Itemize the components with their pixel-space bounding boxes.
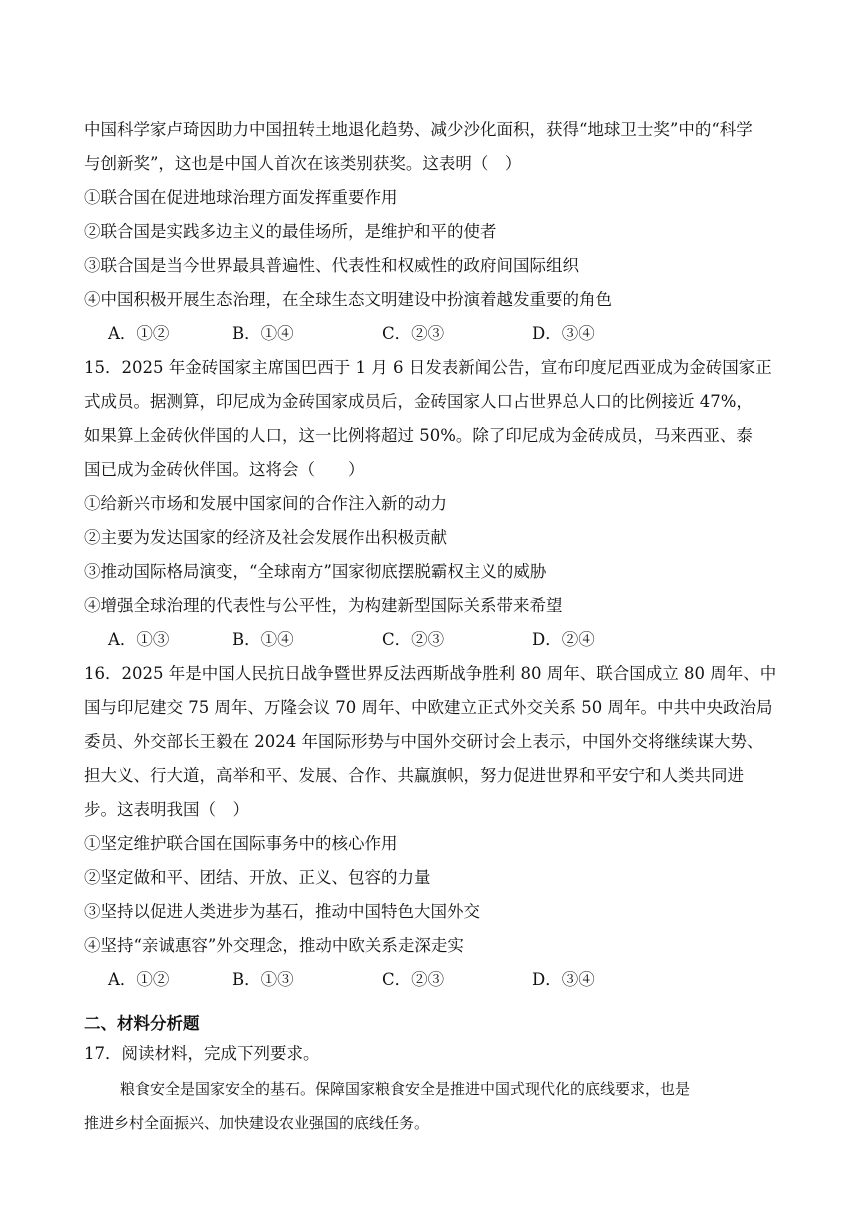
q14-statement-1: ①联合国在促进地球治理方面发挥重要作用 [84,188,398,207]
q14-statement-4: ④中国积极开展生态治理，在全球生态文明建设中扮演着越发重要的角色 [84,290,612,309]
q14-option-d: D．③④ [532,324,595,343]
q14-option-a: A．①② [108,324,170,343]
q15-option-d: D．②④ [532,630,595,649]
q15-option-a: A．①③ [108,630,170,649]
q16-statement-4: ④坚持“亲诚惠容”外交理念，推动中欧关系走深走实 [84,936,464,955]
q16-statement-3: ③坚持以促进人类进步为基石，推动中国特色大国外交 [84,902,480,921]
q14-stem-line-1: 中国科学家卢琦因助力中国扭转土地退化趋势、减少沙化面积，获得“地球卫士奖”中的“科学 [84,120,753,139]
q17-stem: 17．阅读材料，完成下列要求。 [84,1044,320,1063]
q15-statement-4: ④增强全球治理的代表性与公平性，为构建新型国际关系带来希望 [84,596,563,615]
q14-option-c: C．②③ [382,324,445,343]
section-heading: 二、材料分析题 [84,1014,200,1033]
q16-stem-line-5: 步。这表明我国（ ） [84,800,249,819]
q15-stem-line-4: 国已成为金砖伙伴国。这将会（ ） [84,460,365,479]
q15-stem-line-1: 15．2025 年金砖国家主席国巴西于 1 月 6 日发表新闻公告，宣布印度尼西亚成为金砖国家正 [84,358,772,377]
q15-option-b: B．①④ [232,630,294,649]
q16-option-a: A．①② [108,970,170,989]
q14-option-b: B．①④ [232,324,294,343]
q15-statement-2: ②主要为发达国家的经济及社会发展作出积极贡献 [84,528,447,547]
q14-stem-line-2: 与创新奖”，这也是中国人首次在该类别获奖。这表明（ ） [84,154,522,173]
q14-statement-3: ③联合国是当今世界最具普遍性、代表性和权威性的政府间国际组织 [84,256,579,275]
q17-material-line-2: 推进乡村全面振兴、加快建设农业强国的底线任务。 [84,1114,430,1132]
q16-option-b: B．①③ [232,970,294,989]
q16-stem-line-1: 16．2025 年是中国人民抗日战争暨世界反法西斯战争胜利 80 周年、联合国成立 80 周年、中 [84,664,777,683]
q15-stem-line-3: 如果算上金砖伙伴国的人口，这一比例将超过 50%。除了印尼成为金砖成员，马来西亚、泰 [84,426,753,445]
q16-stem-line-3: 委员、外交部长王毅在 2024 年国际形势与中国外交研讨会上表示，中国外交将继续谋大势、 [84,732,764,751]
q17-material-line-1: 粮食安全是国家安全的基石。保障国家粮食安全是推进中国式现代化的底线要求，也是 [120,1080,691,1098]
q16-stem-line-4: 担大义、行大道，高举和平、发展、合作、共赢旗帜，努力促进世界和平安宁和人类共同进 [84,766,744,785]
q15-option-c: C．②③ [382,630,445,649]
q16-option-c: C．②③ [382,970,445,989]
q16-statement-1: ①坚定维护联合国在国际事务中的核心作用 [84,834,398,853]
q16-statement-2: ②坚定做和平、团结、开放、正义、包容的力量 [84,868,431,887]
q15-statement-3: ③推动国际格局演变，“全球南方”国家彻底摆脱霸权主义的威胁 [84,562,547,581]
q16-option-d: D．③④ [532,970,595,989]
q15-stem-line-2: 式成员。据测算，印尼成为金砖国家成员后，金砖国家人口占世界总人口的比例接近 47%， [84,392,753,411]
q15-statement-1: ①给新兴市场和发展中国家间的合作注入新的动力 [84,494,447,513]
q16-stem-line-2: 国与印尼建交 75 周年、万隆会议 70 周年、中欧建立正式外交关系 50 周年。中共中央政治局 [84,698,773,717]
q14-statement-2: ②联合国是实践多边主义的最佳场所，是维护和平的使者 [84,222,497,241]
